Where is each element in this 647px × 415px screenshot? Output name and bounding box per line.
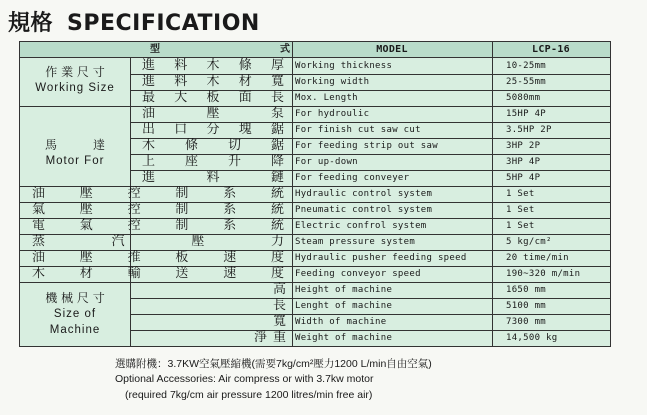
row-label-en: Feeding conveyor speed [295, 269, 421, 279]
title-en: SPECIFICATION [67, 11, 260, 36]
title-zh: 規格 [8, 11, 54, 36]
footer-zh: 選購附機：3.7KW空氣壓縮機(需要7kg/cm²壓力1200 L/min自由空氣) [115, 358, 432, 370]
row-label-en: Hydraulic pusher feeding speed [295, 253, 467, 263]
row-label-zh: 油壓泵 [142, 106, 286, 121]
row-label-en: Working thickness [295, 61, 393, 71]
row-label-zh: 油壓推板速度 [32, 250, 286, 265]
row-value: 5 kg/cm² [506, 237, 552, 247]
row-label-en: For feeding conveyer [295, 173, 410, 183]
column-divider [292, 42, 293, 346]
row-label-zh: 最大板面長 [142, 90, 286, 105]
row-value: 15HP 4P [506, 109, 547, 119]
row-value: 5100 mm [506, 301, 547, 311]
row-value: 20 time/min [506, 253, 569, 263]
header-type-left: 型 [150, 44, 160, 55]
row-value: 7300 mm [506, 317, 547, 327]
row-label-zh: 淨重 [254, 330, 288, 345]
row-label-en: For up-down [295, 157, 358, 167]
row-value: 1 Set [506, 221, 535, 231]
row-label-en: Electric confrol system [295, 221, 427, 231]
row-value: 25-55mm [506, 77, 547, 87]
row-label-zh: 寬 [272, 314, 288, 329]
group-machine-size: 機 械 尺 寸 Size of Machine [45, 291, 105, 336]
row-label-zh: 出口分塊鋸 [142, 122, 286, 137]
row-value: 1650 mm [506, 285, 547, 295]
row-label-en: Height of machine [295, 285, 393, 295]
row-value: 3HP 2P [506, 141, 541, 151]
spec-table [19, 41, 611, 347]
row-value: 10-25mm [506, 61, 547, 71]
footer-en-1: Optional Accessories: Air compress or with 3.7kw motor [115, 373, 374, 385]
group-working-size: 作 業 尺 寸 Working Size [35, 65, 115, 94]
row-label-en: Lenght of machine [295, 301, 393, 311]
row-value: 3.5HP 2P [506, 125, 552, 135]
page-title [8, 6, 260, 37]
row-label-en: Pneumatic control system [295, 205, 433, 215]
row-label-en: Working width [295, 77, 370, 87]
row-label-en: Mox. Length [295, 93, 358, 103]
row-label-en: Weight of machine [295, 333, 393, 343]
row-label-zh: 高 [272, 282, 288, 297]
row-label-en: For hydroulic [295, 109, 370, 119]
row-value: 1 Set [506, 205, 535, 215]
row-label-en: Width of machine [295, 317, 387, 327]
row-label-zh: 上座升降 [142, 154, 286, 169]
row-label-zh: 電氣控制系統 [32, 218, 286, 233]
group-motor: 馬 達 Motor For [44, 138, 105, 167]
row-value: 5080mm [506, 93, 541, 103]
row-label-zh: 進料木材寬 [142, 74, 286, 89]
footer-en-2: (required 7kg/cm air pressure 1200 litres/min free air) [125, 389, 373, 401]
row-label-zh: 長 [272, 298, 288, 313]
row-label-zh: 進料木條厚 [142, 58, 286, 73]
row-label-en: Steam pressure system [295, 237, 416, 247]
row-label-en: Hydraulic control system [295, 189, 433, 199]
row-label-zh: 油壓控制系統 [32, 186, 286, 201]
header-model: MODEL [376, 44, 408, 55]
row-value: 190~320 m/min [506, 269, 581, 279]
row-label-zh: 木材輸送速度 [32, 266, 286, 281]
row-label-zh: 氣壓控制系統 [32, 202, 286, 217]
row-label-zh: 進料鏈 [142, 170, 286, 185]
header-value: LCP-16 [532, 44, 570, 55]
header-type-right: 式 [280, 44, 290, 55]
row-label-en: For finish cut saw cut [295, 125, 421, 135]
row-value: 14,500 kg [506, 333, 558, 343]
row-label-zh: 木條切鋸 [142, 138, 286, 153]
row-value: 5HP 4P [506, 173, 541, 183]
row-label-zh: 蒸汽壓力 [32, 234, 286, 249]
row-value: 1 Set [506, 189, 535, 199]
column-divider [492, 42, 493, 346]
row-value: 3HP 4P [506, 157, 541, 167]
row-label-en: For feeding strip out saw [295, 141, 438, 151]
